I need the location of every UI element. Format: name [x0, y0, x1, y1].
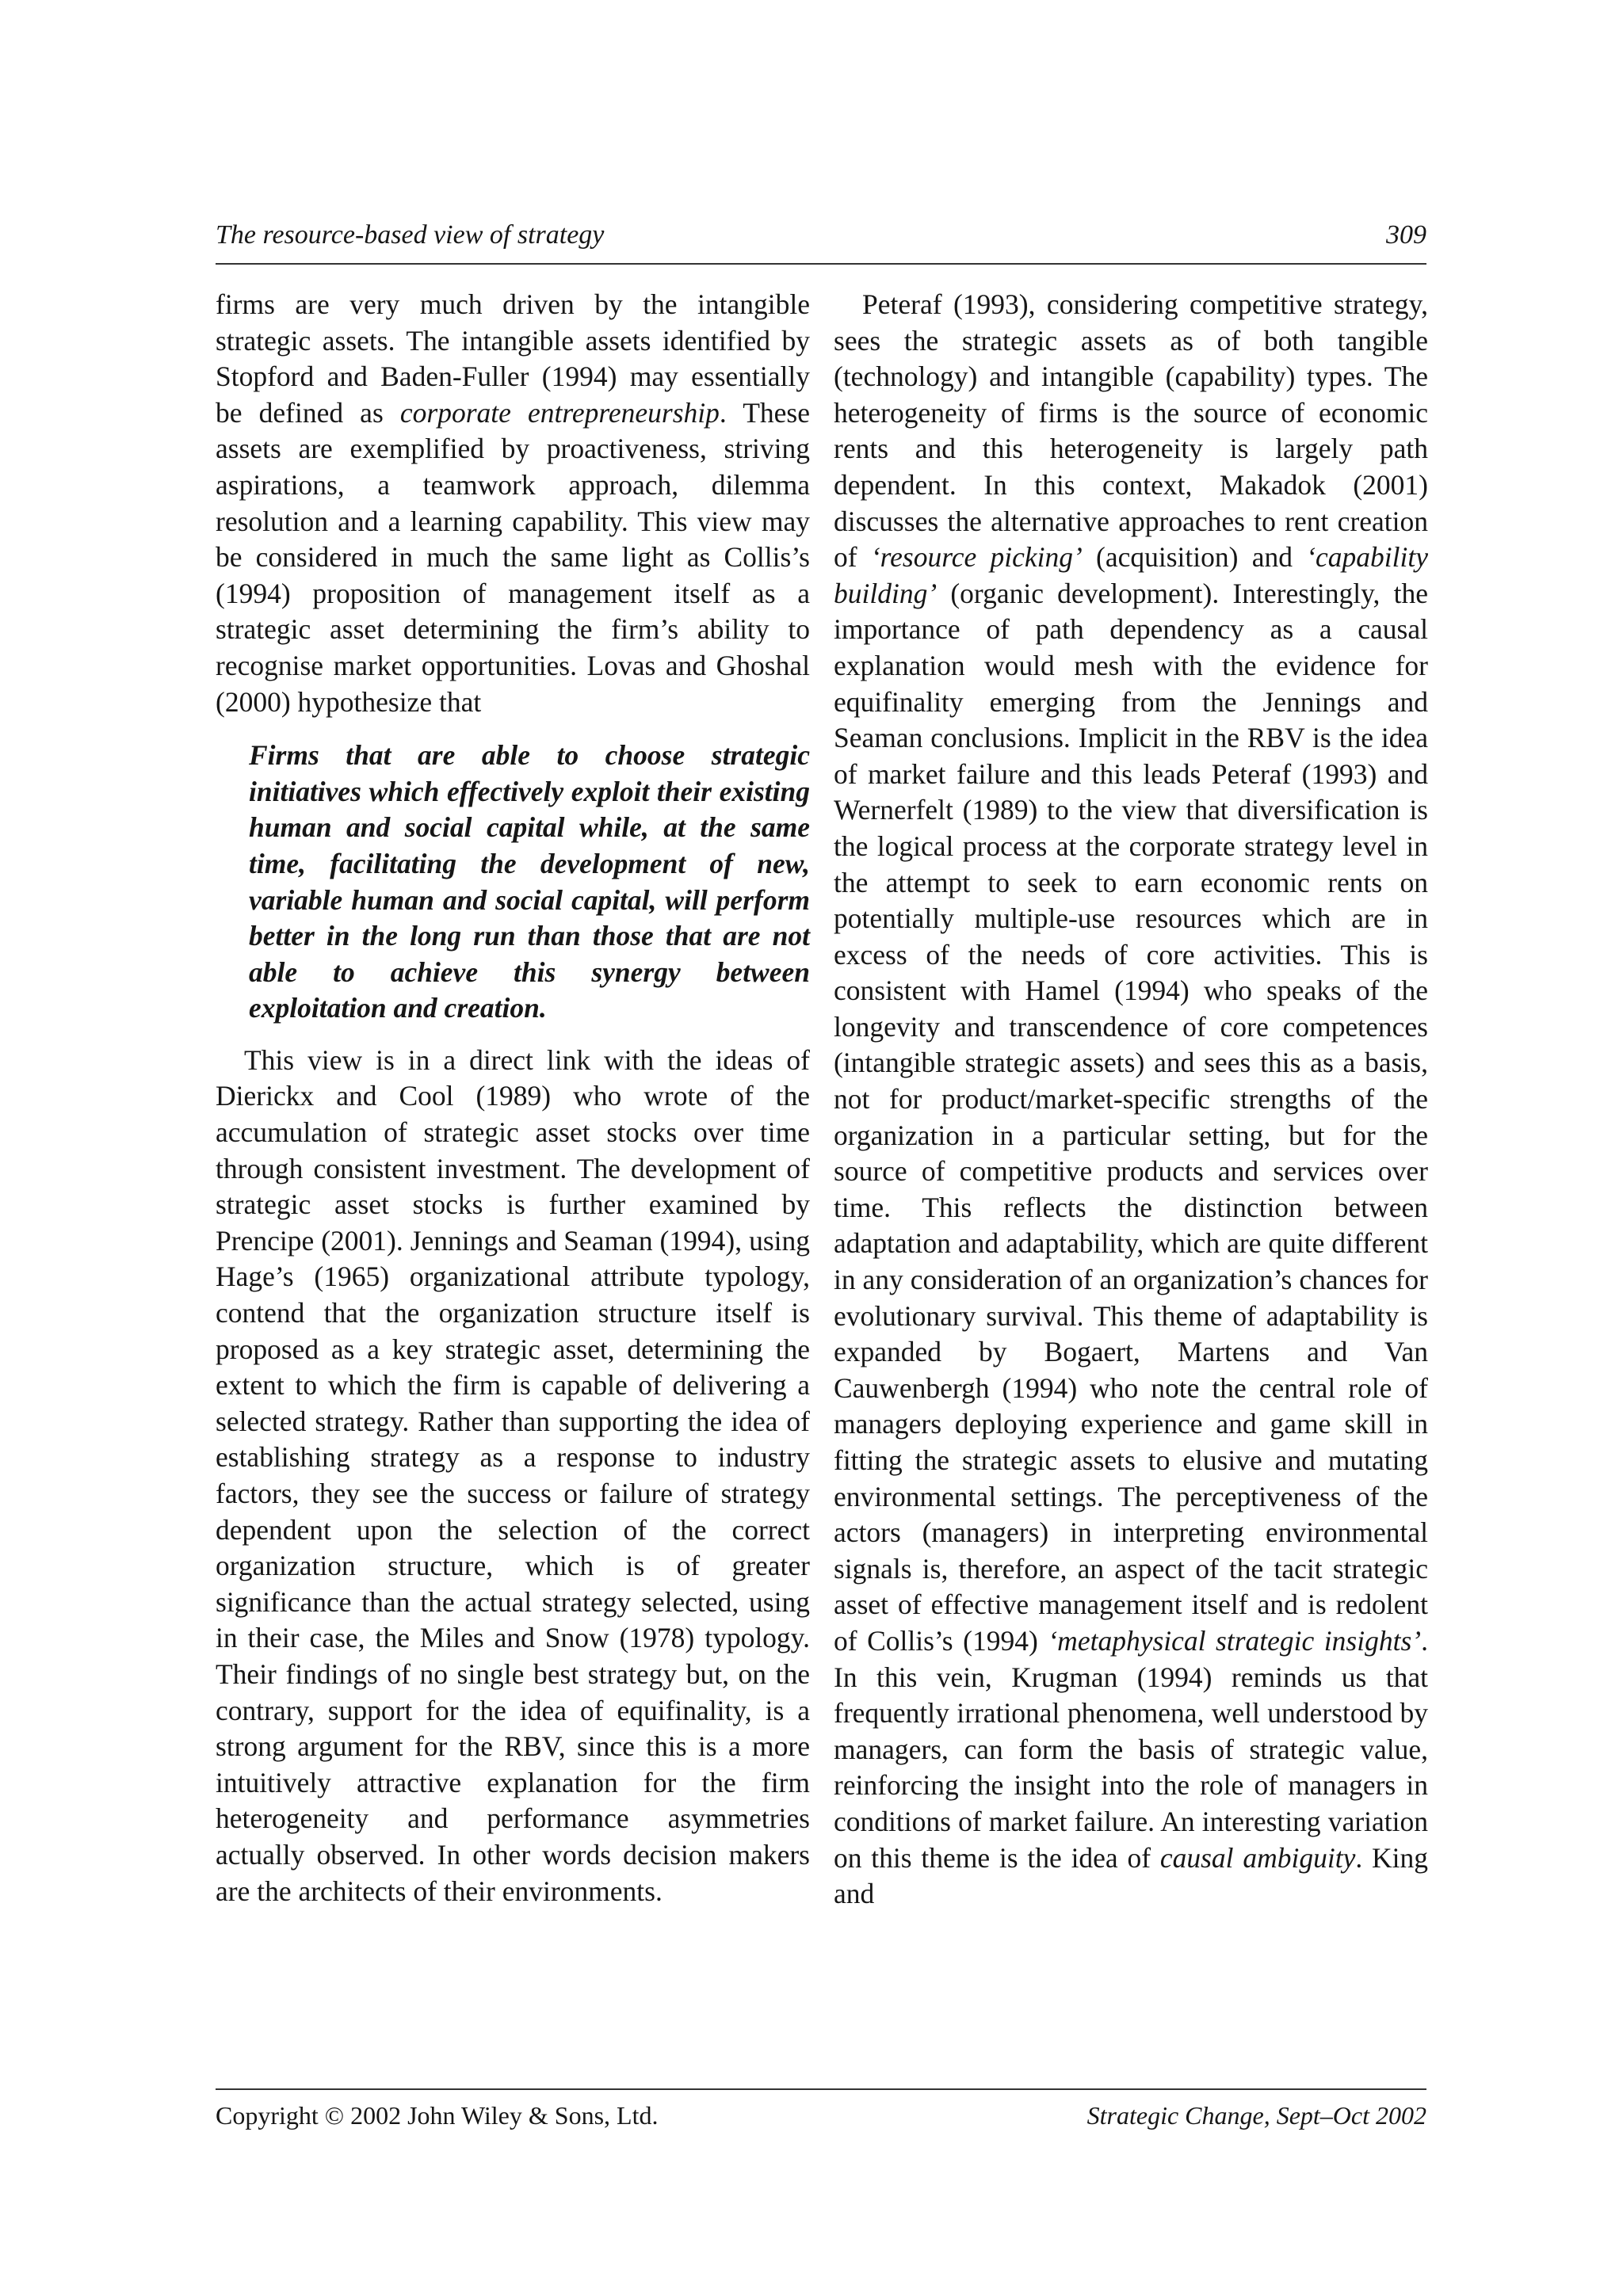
left-column — [216, 287, 810, 1909]
emphasis-term: ‘capability building’ — [834, 541, 1429, 609]
right-column — [834, 287, 1428, 1913]
text-run: firms are very much driven by the intangible strategic assets. The intangible assets identified by Stopford and Baden-Fuller (1994) may essentially be defined as — [216, 288, 810, 429]
copyright-notice: Copyright © 2002 John Wiley & Sons, Ltd. — [216, 2101, 659, 2130]
text-run: (acquisition) and — [1082, 541, 1307, 574]
paragraph — [834, 287, 1428, 1913]
page-number: 309 — [1386, 220, 1426, 250]
emphasis-term: ‘metaphysical strategic insights’ — [1048, 1624, 1422, 1657]
paragraph: This view is in a direct link with the ideas of Dierickx and Cool (1989) who wrote of the accumulation of strategic asset stocks over time through consistent investment. The development of strategic asset stocks is further examined by Prencipe (2001). Jennings and Seaman (1994), using Hage’s (1965) organizational attribute typology, contend that the organization structure itself is proposed as a key strategic asset, determining the extent to which the firm is capable of delivering a selected strategy. Rather than supporting the idea of establishing strategy as a response to industry factors, they see the success or failure of strategy dependent upon the selection of the correct organization structure, which is of greater significance than the actual strategy selected, using in their case, the Miles and Snow (1978) typology. Their findings of no single best strategy but, on the contrary, support for the idea of equifinality, is a strong argument for the RBV, since this is a more intuitively attractive explanation for the firm heterogeneity and performance asymmetries actually observed. In other words decision makers are the architects of their environments. — [216, 1043, 810, 1907]
page-header — [216, 215, 1426, 265]
text-run: . These assets are exemplified by proactiveness, striving aspirations, a teamwork approach, dilemma resolution and a learning capability. This view may be considered in much the same light as Collis’s (1994) proposition of management itself as a strategic asset determining the firm’s ability to recognise market opportunities. Lovas and Ghoshal (2000) hypothesize that — [216, 396, 811, 718]
text-run: . In this vein, Krugman (1994) reminds us that frequently irrational phenomena, well understood by managers, can form the basis of strategic value, reinforcing the insight into the role of managers in conditions of market failure. An interesting variation on this theme is the idea of — [834, 1624, 1428, 1874]
running-title: The resource-based view of strategy — [216, 220, 605, 250]
text-run: (organic development). Interestingly, the importance of path dependency as a causal explanation would mesh with the evidence for equifinality emerging from the Jennings and Seaman conclusions. Implicit in the RBV is the idea of market failure and this leads Peteraf (1993) and Wernerfelt (1989) to the view that diversification is the logical process at the corporate strategy level in the attempt to seek to earn economic rents on potentially multiple-use resources which are in excess of the needs of core activities. This is consistent with Hamel (1994) who speaks of the longevity and transcendence of core competences (intangible strategic assets) and sees this as a basis, not for product/market-specific strengths of the organization in a particular setting, but for the source of competitive products and services over time. This reflects the distinction between adaptation and adaptability, which are quite different in any consideration of an organization’s chances for evolutionary survival. This theme of adaptability is expanded by Bogaert, Martens and Van Cauwenbergh (1994) who note the central role of managers deploying experience and game skill in fitting the strategic assets to elusive and mutating environmental settings. The perceptiveness of the actors (managers) in interpreting environmental signals is, therefore, an aspect of the tacit strategic asset of effective management itself and is redolent of Collis’s (1994) — [834, 577, 1428, 1657]
text-run: . King and — [834, 1841, 1428, 1910]
journal-citation: Strategic Change, Sept–Oct 2002 — [1086, 2101, 1426, 2130]
emphasis-term: causal ambiguity — [1159, 1841, 1356, 1874]
text-run: Peteraf (1993), considering competitive strategy, sees the strategic assets as of both tangible (technology) and intangible (capability) types. The heterogeneity of firms is the source of economic rents and this heterogeneity is largely path dependent. In this context, Makadok (2001) discusses the alternative approaches to rent creation of — [834, 288, 1428, 574]
block-quote: Firms that are able to choose strategic initiatives which effectively exploit their existing human and social capital while, at the same time, facilitating the development of new, variable human and social capital, will perform better in the long run than those that are not able to achieve this synergy between exploitation and creation. — [249, 739, 810, 1024]
paragraph-continued — [216, 287, 810, 720]
emphasis-term: corporate entrepreneurship — [399, 396, 720, 429]
page-footer — [216, 2088, 1426, 2138]
emphasis-term: ‘resource picking’ — [870, 541, 1083, 574]
